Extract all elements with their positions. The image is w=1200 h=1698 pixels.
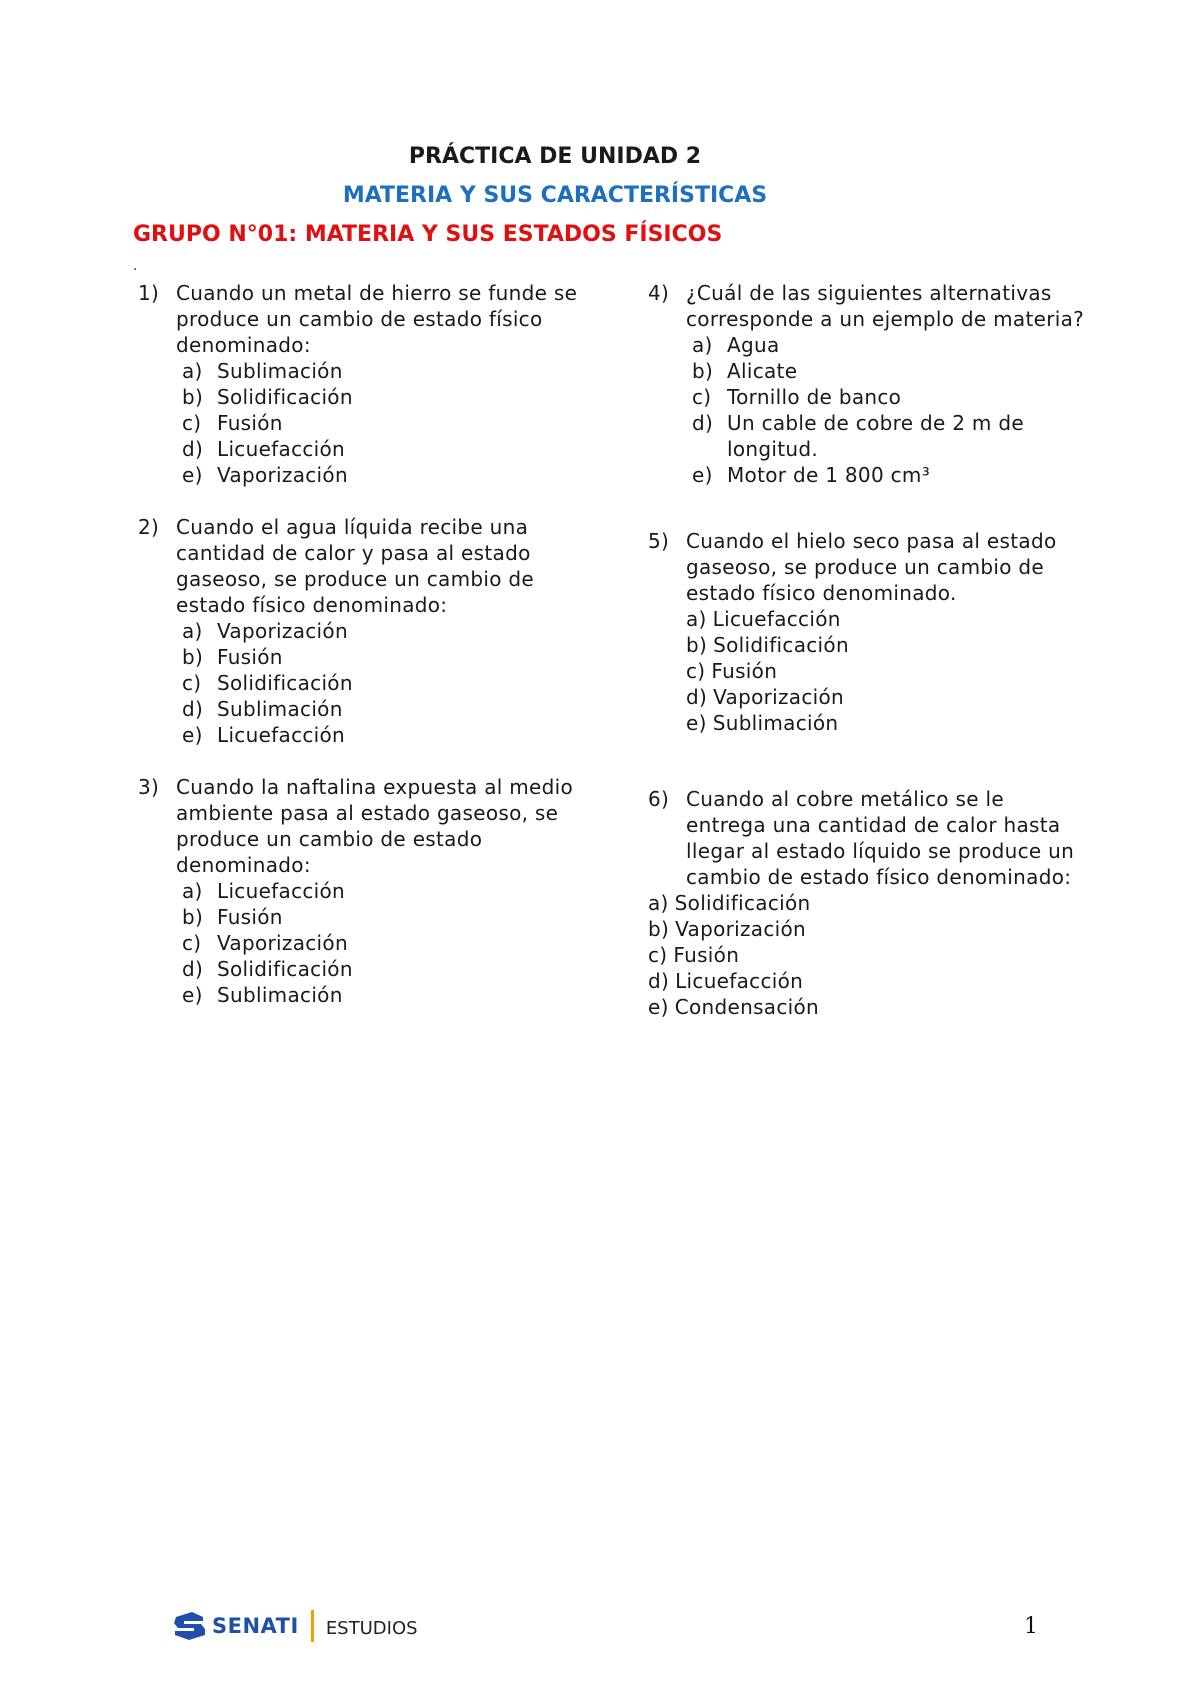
question-number: 5) <box>648 529 670 553</box>
question-text: Cuando el hielo seco pasa al estado gaseoso, se produce un cambio de estado físico denominado. <box>686 529 1057 605</box>
senati-logo-icon <box>172 1611 206 1641</box>
option-a: a) Sublimación <box>182 359 343 383</box>
option-e: e) Condensación <box>648 995 820 1019</box>
stray-dot: . <box>133 258 138 274</box>
option-b: b) Vaporización <box>648 917 807 941</box>
option-e: e) Motor de 1 800 cm³ <box>692 463 931 487</box>
brand-name: SENATI <box>212 1614 299 1638</box>
question-1 <box>138 280 598 488</box>
question-number: 3) <box>138 775 160 799</box>
question-4 <box>648 280 1088 488</box>
option-a: a) Licuefacción <box>686 607 841 631</box>
option-d: d) Solidificación <box>182 957 353 981</box>
option-b: b) Fusión <box>182 905 283 929</box>
option-c: c) Solidificación <box>182 671 353 695</box>
option-d: d) Licuefacción <box>648 969 804 993</box>
group-heading: GRUPO N°01: MATERIA Y SUS ESTADOS FÍSICOS <box>133 222 723 247</box>
option-b: b) Fusión <box>182 645 283 669</box>
question-2 <box>138 514 598 748</box>
right-column <box>648 280 1088 1046</box>
option-e: e) Sublimación <box>686 711 839 735</box>
question-text: Cuando la naftalina expuesta al medio ambiente pasa al estado gaseoso, se produce un cambio de estado denominado: <box>176 775 574 877</box>
footer-section: ESTUDIOS <box>325 1617 418 1639</box>
question-number: 1) <box>138 281 160 305</box>
option-c: c) Vaporización <box>182 931 348 955</box>
option-a: a) Agua <box>692 333 780 357</box>
option-c: c) Fusión <box>182 411 283 435</box>
option-c: c) Fusión <box>648 943 740 967</box>
question-number: 6) <box>648 787 670 811</box>
page-subtitle: MATERIA Y SUS CARACTERÍSTICAS <box>342 183 768 208</box>
option-d: d) Licuefacción <box>182 437 346 461</box>
option-a: a) Solidificación <box>648 891 811 915</box>
question-text: Cuando al cobre metálico se le entrega una cantidad de calor hasta llegar al estado líquido se produce un cambio de estado físico denominado: <box>686 787 1075 889</box>
option-b: b) Alicate <box>692 359 798 383</box>
question-6 <box>648 786 1088 1020</box>
footer-separator <box>311 1610 314 1642</box>
option-d: d) Vaporización <box>686 685 845 709</box>
question-text: Cuando un metal de hierro se funde se produce un cambio de estado físico denominado: <box>176 281 578 357</box>
option-d: d) Un cable de cobre de 2 m de longitud. <box>692 411 1024 461</box>
question-number: 4) <box>648 281 670 305</box>
page-number: 1 <box>1024 1614 1038 1639</box>
question-5 <box>648 528 1088 736</box>
option-a: a) Vaporización <box>182 619 348 643</box>
option-b: b) Solidificación <box>182 385 353 409</box>
option-e: e) Vaporización <box>182 463 348 487</box>
option-e: e) Licuefacción <box>182 723 346 747</box>
question-text: Cuando el agua líquida recibe una cantidad de calor y pasa al estado gaseoso, se produce un cambio de estado físico denominado: <box>176 515 534 617</box>
question-text: ¿Cuál de las siguientes alternativas corresponde a un ejemplo de materia? <box>686 281 1085 331</box>
left-column <box>138 280 598 1034</box>
option-b: b) Solidificación <box>686 633 849 657</box>
question-3 <box>138 774 598 1008</box>
option-e: e) Sublimación <box>182 983 343 1007</box>
question-number: 2) <box>138 515 160 539</box>
option-a: a) Licuefacción <box>182 879 346 903</box>
option-c: c) Fusión <box>686 659 778 683</box>
option-d: d) Sublimación <box>182 697 343 721</box>
option-c: c) Tornillo de banco <box>692 385 902 409</box>
page-title: PRÁCTICA DE UNIDAD 2 <box>408 144 702 169</box>
page-footer <box>172 1610 418 1642</box>
